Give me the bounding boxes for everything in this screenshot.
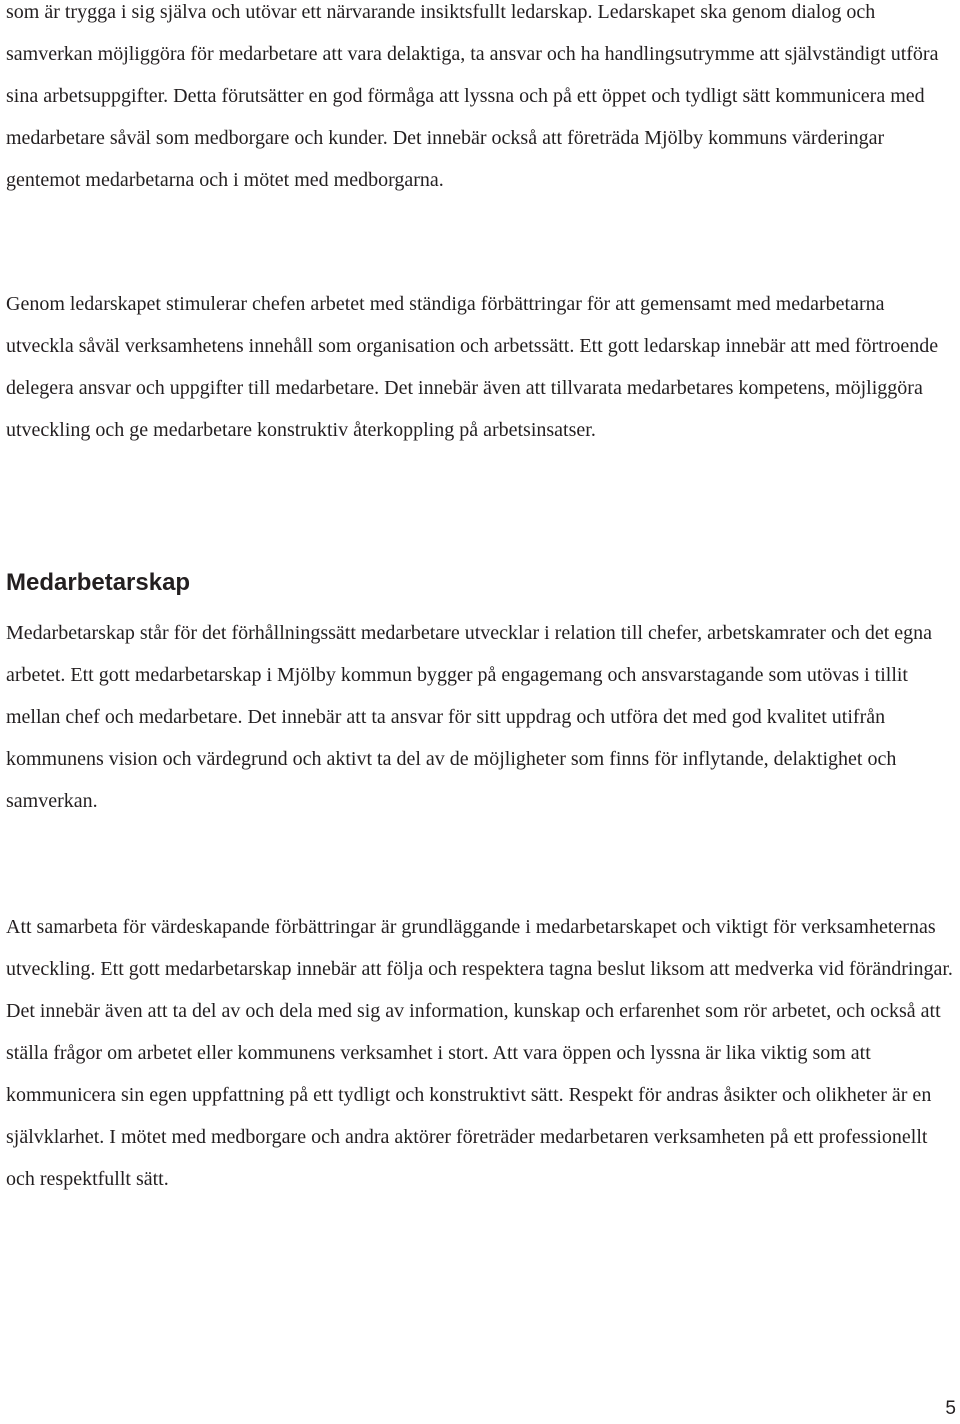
body-paragraph-leadership-improvement: Genom ledarskapet stimulerar chefen arbetet med ständiga förbättringar för att gemensamt med medarbetarna utveckla såväl verksamhetens innehåll som organisation och arbetssätt. Ett gott ledarskap innebär att med förtroende delegera ansvar och uppgifter till medarbetare. Det innebär även att tillvarata medarbetares kompetens, möjliggöra utveckling och ge medarbetare konstruktiv återkoppling på arbetsinsatser.: [6, 293, 939, 441]
body-paragraph-employeeship: Medarbetarskap står för det förhållningssätt medarbetare utvecklar i relation till chefer, arbetskamrater och det egna arbetet. Ett gott medarbetarskap i Mjölby kommun bygger på engagemang och ansvarstagande som utövas i tillit mellan chef och medarbetare. Det innebär att ta ansvar för sitt uppdrag och utföra det med god kvalitet utifrån kommunens vision och värdegrund och aktivt ta del av de möjligheter som finns för inflytande, delaktighet och samverkan.: [6, 622, 933, 812]
page-number: 5: [945, 1398, 956, 1419]
body-paragraph-leadership: som är trygga i sig själva och utövar ett närvarande insiktsfullt ledarskap. Ledarskapet ska genom dialog och samverkan möjliggöra för medarbetare att vara delaktiga, ta ansvar och ha handlingsutrymme att självständigt utföra sina arbetsuppgifter. Detta förutsätter en god förmåga att lyssna och på ett öppet och tydligt sätt kommunicera med medarbetare såväl som medborgare och kunder. Det innebär också att företräda Mjölby kommuns värderingar gentemot medarbetarna och i mötet med medborgarna.: [6, 1, 939, 191]
section-heading: Medarbetarskap: [6, 569, 191, 596]
body-paragraph-collaboration: Att samarbeta för värdeskapande förbättringar är grundläggande i medarbetarskapet och viktigt för verksamheternas utveckling. Ett gott medarbetarskap innebär att följa och respektera tagna beslut liksom att medverka vid förändringar. Det innebär även att ta del av och dela med sig av information, kunskap och erfarenhet som rör arbetet, och också att ställa frågor om arbetet eller kommunens verksamhet i stort. Att vara öppen och lyssna är lika viktig som att kommunicera sin egen uppfattning på ett tydligt och konstruktivt sätt. Respekt för andras åsikter och olikheter är en självklarhet. I mötet med medborgare och andra aktörer företräder medarbetaren verksamheten på ett professionellt och respektfullt sätt.: [6, 916, 953, 1190]
